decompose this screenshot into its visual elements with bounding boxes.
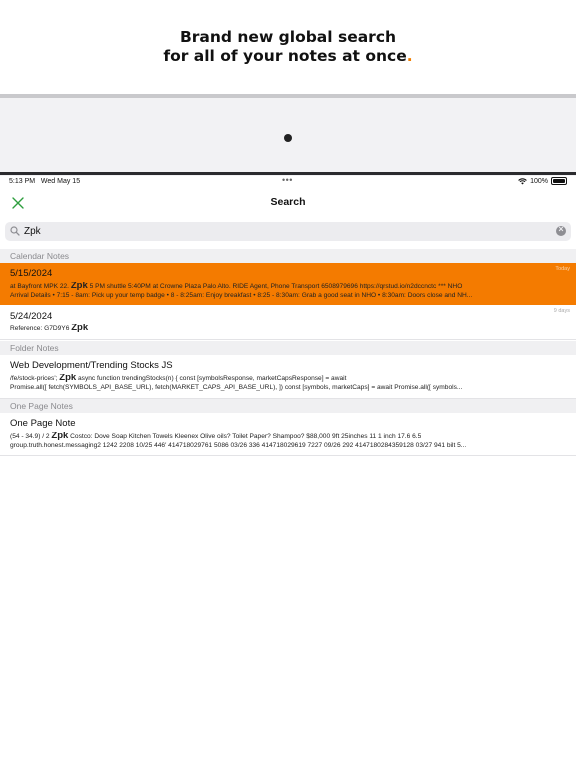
- result-row-calendar-0515[interactable]: [0, 263, 576, 305]
- clear-search-button[interactable]: [556, 226, 566, 236]
- result-date-badge: 9 days: [553, 308, 570, 314]
- clear-x-icon: ×: [558, 224, 564, 234]
- promo-headline-line2: for all of your notes at once.: [163, 47, 413, 65]
- section-header-calendar-notes: Calendar Notes: [0, 249, 576, 263]
- result-title: One Page Note: [10, 418, 76, 429]
- search-input[interactable]: [24, 224, 544, 239]
- search-icon: [10, 226, 20, 236]
- result-title: Web Development/Trending Stocks JS: [10, 360, 173, 371]
- match-highlight: Zpk: [51, 432, 69, 441]
- status-bar: [0, 175, 576, 189]
- device-bezel: [0, 94, 576, 176]
- status-time: 5:13 PM Wed May 15: [9, 178, 81, 185]
- battery-icon: [551, 177, 567, 185]
- result-snippet: (54 - 34.9) / 2 Zpk Costco: Dove Soap Kitchen Towels Kleenex Olive oils? Toilet Paper? Shampoo? $88,000 9ft 25inches 11 1 inch 17.6 6.5 group.truth.honest.messaging2 1242 2208 10/25 446' 414718029761 5086 03/26 336 414718029619 7227 09/26 292 414718028435912‌8 03/27 941 bilt 5...: [10, 432, 467, 449]
- wifi-icon: [518, 178, 527, 185]
- result-row-calendar-0524[interactable]: [0, 305, 576, 340]
- camera-dot: [284, 134, 292, 142]
- match-highlight: Zpk: [71, 324, 89, 333]
- result-title: 5/24/2024: [10, 311, 53, 322]
- result-snippet: /fe/stock-prices'; Zpk async function trendingStocks(n) { const [symbolsResponse, marketCapsResponse] = await Promise.all([ fetch(SYMBOLS_API_BASE_URL), fetch(MARKET_CAPS_API_BASE_URL), ]) const [symbols, marketCaps] = await Promise.all([ symbols...: [10, 374, 463, 391]
- status-indicators: [518, 177, 567, 185]
- result-row-trending-stocks[interactable]: [0, 355, 576, 399]
- search-bar[interactable]: [5, 222, 571, 241]
- result-title: 5/15/2024: [10, 268, 53, 279]
- multitask-dots-icon[interactable]: •••: [282, 175, 293, 185]
- promo-headline-line1: Brand new global search: [179, 28, 397, 46]
- accent-period: .: [406, 47, 413, 65]
- page-title: Search: [270, 196, 306, 208]
- section-header-folder-notes: Folder Notes: [0, 341, 576, 355]
- nav-bar: [0, 192, 576, 214]
- battery-percent: 100%: [530, 177, 548, 185]
- result-row-one-page-note[interactable]: [0, 413, 576, 456]
- match-highlight: Zpk: [70, 282, 88, 291]
- section-header-one-page-notes: One Page Notes: [0, 399, 576, 413]
- promo-headline: [0, 28, 576, 66]
- result-date-badge: Today: [555, 266, 570, 272]
- result-snippet: Reference: G7D9Y6 Zpk: [10, 324, 89, 333]
- result-snippet: at Bayfront MPK 22. Zpk 5 PM shuttle 5:40PM at Crowne Plaza Palo Alto. RIDE Agent, Phone Transport 6508979696 https://qrstud.io/n2dccnctc *** NHO Arrival Details • 7:15 - 8am: Pick up your temp badge • 8 - 8:25am: Enjoy breakfast • 8:25 - 8:30am: Grab a good seat in NHO • 8:30am: Doors close and NH...: [10, 282, 473, 299]
- match-highlight: Zpk: [59, 374, 77, 383]
